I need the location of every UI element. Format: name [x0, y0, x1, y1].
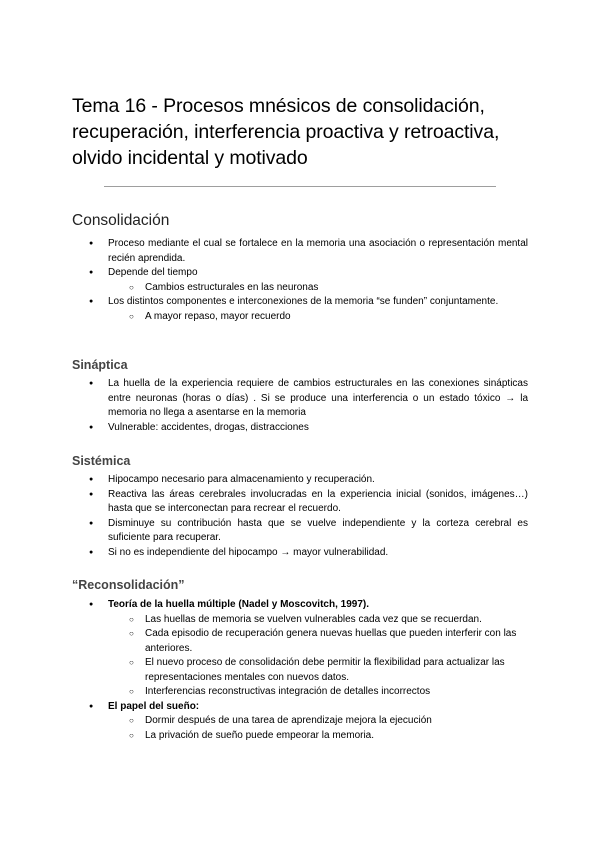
list-item: ● Teoría de la huella múltiple (Nadel y Moscovitch, 1997).: [0, 598, 528, 613]
list-item: ○ La privación de sueño puede empeorar la memoria.: [0, 729, 528, 744]
list-item: ● Disminuye su contribución hasta que se vuelve independiente y la corteza cerebral es suficiente para recuperar.: [0, 517, 528, 546]
list-item: ○ Las huellas de memoria se vuelven vulnerables cada vez que se recuerdan.: [0, 613, 528, 628]
list-item: ● El papel del sueño:: [0, 700, 528, 715]
heading-consolidacion: Consolidación: [72, 212, 170, 229]
heading-reconsolidacion: “Reconsolidación”: [72, 578, 185, 592]
document-title: Tema 16 - Procesos mnésicos de consolidación, recuperación, interferencia proactiva y retroactiva, olvido incidental y motivado: [72, 95, 500, 169]
list-item: ○ Cambios estructurales en las neuronas: [0, 281, 528, 296]
list-sinaptica: [0, 377, 528, 435]
list-item: ● Proceso mediante el cual se fortalece en la memoria una asociación o representación mental recién aprendida.: [0, 237, 528, 266]
list-sistemica: [0, 473, 528, 560]
list-item: ● La huella de la experiencia requiere de cambios estructurales en las conexiones sinápticas entre neuronas (horas o días) . Si se produce una interferencia o un estado tóxico → la memoria no llega a asentarse en la memoria: [0, 377, 528, 421]
list-item: ○ Interferencias reconstructivas integración de detalles incorrectos: [0, 685, 528, 700]
list-item: ● Si no es independiente del hipocampo → mayor vulnerabilidad.: [0, 546, 528, 561]
list-item: ○ A mayor repaso, mayor recuerdo: [0, 310, 528, 325]
list-item: ● Los distintos componentes e interconexiones de la memoria “se funden” conjuntamente.: [0, 295, 528, 310]
list-item: ○ Cada episodio de recuperación genera nuevas huellas que pueden interferir con las anteriores.: [0, 627, 528, 656]
list-item: ● Depende del tiempo: [0, 266, 528, 281]
list-item: ● Vulnerable: accidentes, drogas, distracciones: [0, 421, 528, 436]
list-item: ○ Dormir después de una tarea de aprendizaje mejora la ejecución: [0, 714, 528, 729]
list-item: ● Reactiva las áreas cerebrales involucradas en la experiencia inicial (sonidos, imágenes…) hasta que se interconectan para recrear el recuerdo.: [0, 488, 528, 517]
list-reconsolidacion: [0, 598, 528, 743]
list-item: ○ El nuevo proceso de consolidación debe permitir la flexibilidad para actualizar las representaciones mentales con nuevos datos.: [0, 656, 528, 685]
list-item: ● Hipocampo necesario para almacenamiento y recuperación.: [0, 473, 528, 488]
horizontal-divider: [104, 186, 496, 187]
list-consolidacion: [0, 237, 528, 324]
heading-sinaptica: Sináptica: [72, 358, 128, 372]
heading-sistemica: Sistémica: [72, 454, 131, 468]
